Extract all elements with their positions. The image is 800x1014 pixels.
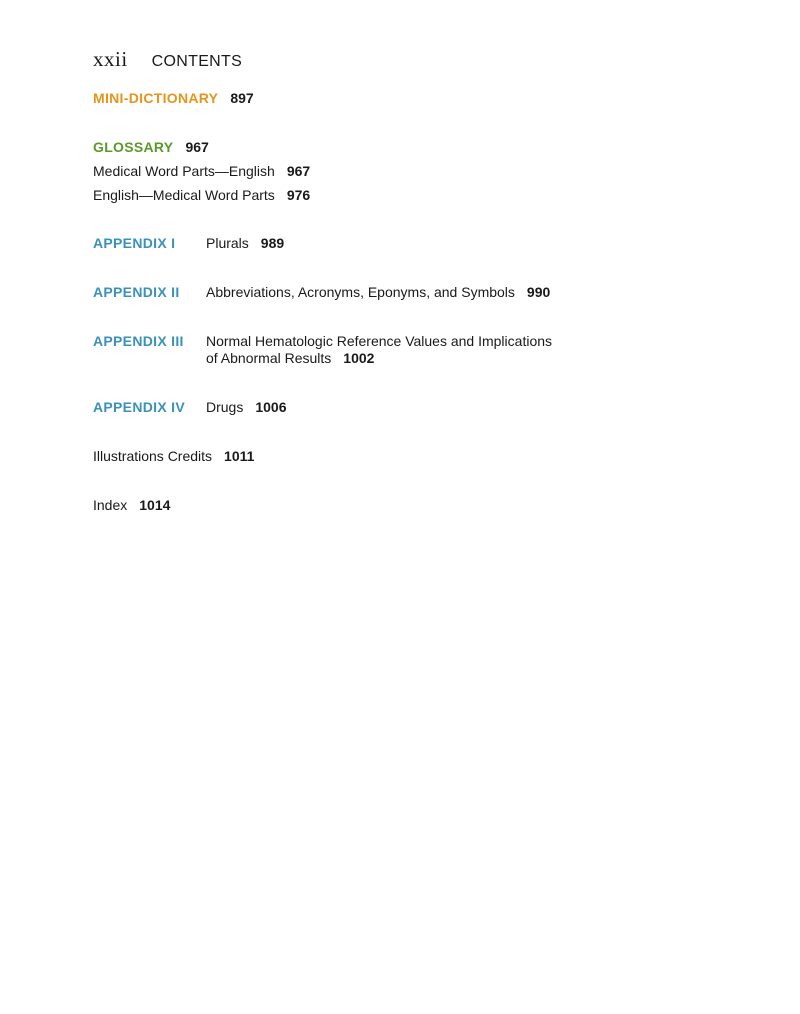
appendix-label: APPENDIX II [93,284,180,300]
mini-dictionary-page: 897 [230,90,254,106]
running-title: CONTENTS [151,53,243,70]
toc-entry-mini-dictionary[interactable] [93,90,254,107]
appendix-title: Abbreviations, Acronyms, Eponyms, and Symbols [206,284,515,300]
illustrations-credits-page: 1011 [224,448,255,464]
appendix-label: APPENDIX III [93,333,184,349]
toc-entry-index[interactable] [93,497,170,514]
appendix-page: 1006 [255,399,287,415]
toc-subentry[interactable] [93,163,310,180]
toc-entry-glossary[interactable] [93,139,209,156]
subentry-text: Medical Word Parts—English [93,163,275,179]
appendix-title: Plurals [206,235,249,251]
toc-entry-appendix-iii[interactable] [93,333,693,367]
toc-entry-illustrations-credits[interactable] [93,448,254,465]
appendix-page: 989 [260,235,285,251]
appendix-label: APPENDIX IV [93,399,185,415]
page-header [93,47,242,72]
toc-entry-appendix-i[interactable] [93,235,693,252]
glossary-page: 967 [185,139,209,155]
illustrations-credits-label: Illustrations Credits [93,448,213,464]
appendix-title-line-1: Normal Hematologic Reference Values and Implications [206,333,553,349]
mini-dictionary-label: MINI-DICTIONARY [93,90,219,106]
toc-entry-appendix-iv[interactable] [93,399,693,416]
subentry-text: English—Medical Word Parts [93,187,275,203]
appendix-label: APPENDIX I [93,235,176,251]
appendix-page: 1002 [343,350,375,366]
toc-entry-appendix-ii[interactable] [93,284,693,301]
index-page: 1014 [139,497,171,513]
glossary-label: GLOSSARY [93,139,174,155]
subentry-page: 976 [286,187,311,203]
index-label: Index [93,497,128,513]
folio-page-number: xxii [93,47,128,71]
appendix-title: Drugs [206,399,244,415]
appendix-page: 990 [526,284,551,300]
subentry-page: 967 [286,163,311,179]
appendix-title-line-2: of Abnormal Results [206,350,332,366]
toc-subentry[interactable] [93,187,310,204]
